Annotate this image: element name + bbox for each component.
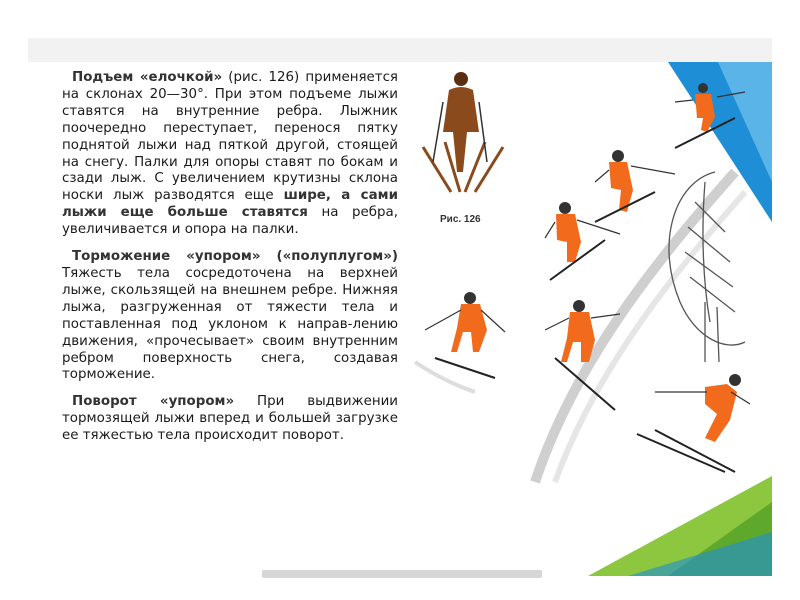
skiing-illustration	[405, 62, 750, 492]
paragraph-turn	[62, 394, 398, 445]
skier-4	[425, 292, 505, 378]
text-body	[62, 70, 398, 455]
heading-braking: Торможение «упором» («полуплугом»)	[72, 249, 398, 265]
text-herringbone-emph: шире, а сами лыжи еще больше ставятся	[62, 188, 398, 221]
paragraph-braking	[62, 249, 398, 384]
text-braking: Тяжесть тела сосредоточена на верхней лыже, скользящей на внешнем ребре. Нижняя лыжа, разгруженная от тяжести тела и поставленная под уклоном к направ-лению движения, «прочесывает» своим внутренним ребром поверхность снега, создавая торможение.	[62, 265, 398, 383]
text-herringbone-2: на ребра, увеличивается и опора на палки.	[62, 205, 398, 238]
skier-1	[675, 83, 745, 148]
bottom-scrollbar[interactable]	[262, 570, 542, 578]
skier-3	[545, 202, 620, 280]
heading-herringbone: Подъем «елочкой»	[72, 70, 223, 85]
skier-2	[595, 150, 675, 222]
skier-6	[637, 374, 750, 472]
paragraph-herringbone	[62, 70, 398, 239]
text-turn: При выдвижении тормозящей лыжи вперед и большей загрузке ее тяжестью тела происходит поворот.	[62, 394, 398, 444]
figure-caption: Рис. 126	[440, 214, 481, 225]
skier-5	[545, 300, 620, 410]
slide-top-band	[28, 38, 772, 62]
heading-turn: Поворот «упором»	[72, 394, 235, 410]
skier-herringbone	[423, 72, 503, 192]
text-herringbone-1: (рис. 126) применяется на склонах 20—30°. При этом подъеме лыжи ставятся на внутренние ребра. Лыжник поочередно переступает, перенося пятку поднятой лыжи над пяткой другой, стоящей на снегу. Палки для опоры ставят по бокам и сзади лыж. С увеличением крутизны склона носки лыж разводятся еще	[62, 70, 398, 204]
